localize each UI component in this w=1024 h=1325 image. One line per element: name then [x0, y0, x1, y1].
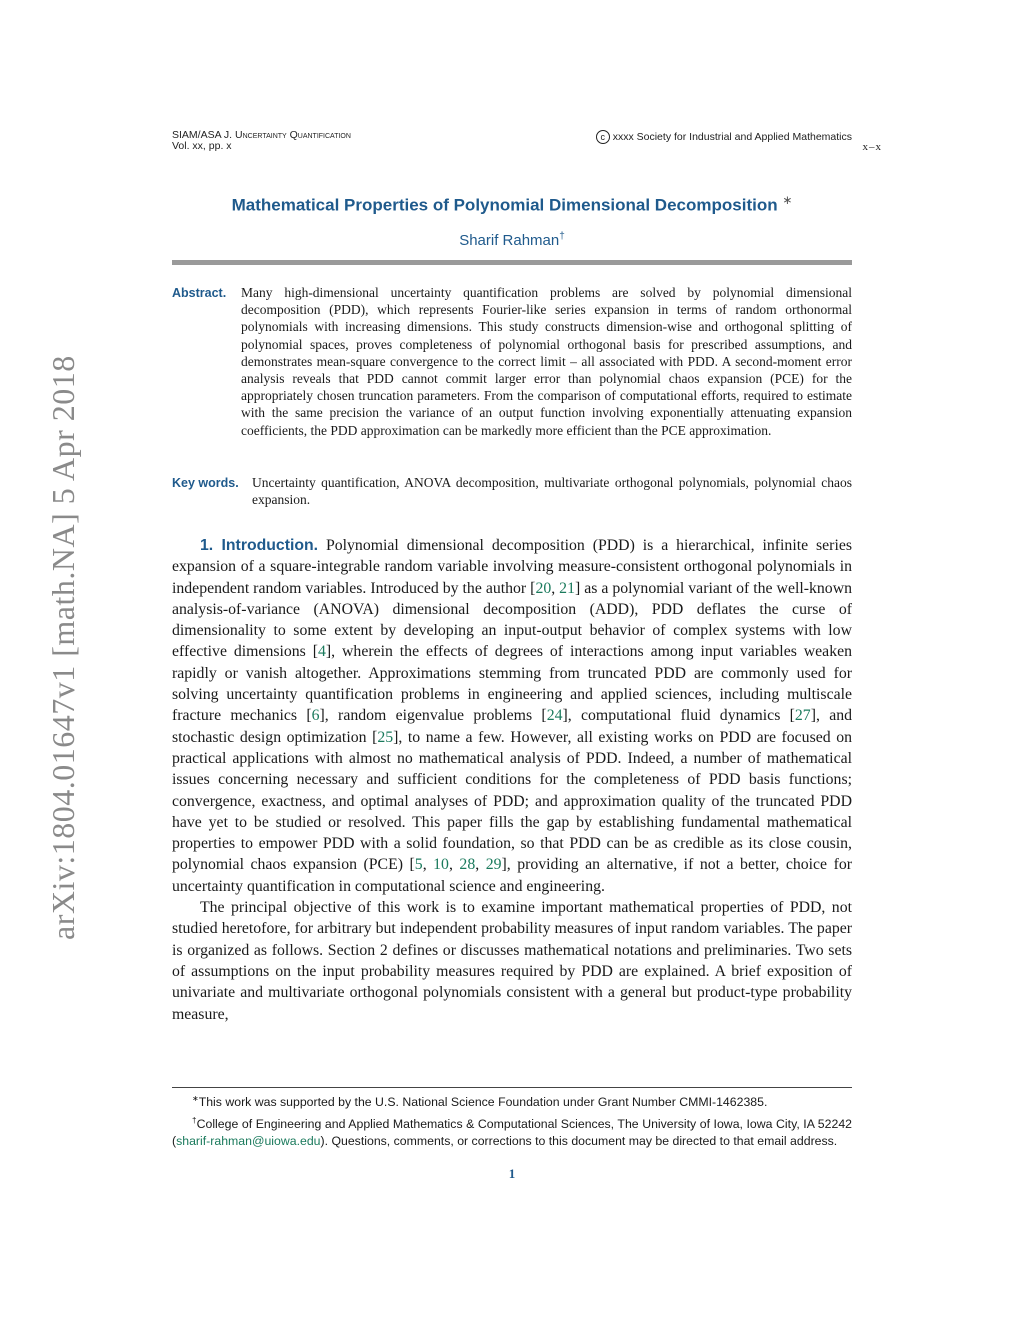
keywords-value: Uncertainty quantification, ANOVA decomposition, multivariate orthogonal polynomials, polynomial chaos expansion.	[252, 475, 852, 508]
citation-link[interactable]: 21	[559, 579, 575, 597]
intro-text: ], wherein the effects of degrees of interactions among input variables weaken rapidly or vanish altogether. Approximations stemming from truncated PDD are commonly used for solving uncertainty quantification problems in engineering and applied sciences, including multiscale fracture mechanics [	[172, 643, 852, 725]
citation-link[interactable]: 20	[535, 579, 552, 597]
page-number: 1	[508, 1166, 516, 1181]
section-heading: 1. Introduction.	[200, 537, 319, 554]
citation-link[interactable]: 29	[485, 856, 502, 874]
footnote-2	[172, 1112, 852, 1151]
citation-separator: ,	[551, 579, 560, 597]
footnote-2-text: ). Questions, comments, or corrections to this document may be directed to that email address.	[320, 1134, 838, 1148]
citation-separator: ,	[422, 856, 434, 874]
citation-link[interactable]: 27	[794, 707, 811, 725]
intro-text: Polynomial dimensional decomposition (PDD) is a hierarchical, infinite series expansion of a square-integrable random variable involving measure-consistent orthogonal polynomials in independent random variables. Introduced by the author [	[172, 537, 852, 597]
title-rule	[172, 260, 852, 265]
intro-text: ] as a polynomial variant of the well-known analysis-of-variance (ANOVA) dimensional decomposition (ADD), PDD deflates the curse of dimensionality to some extent by developing an input-output behavior of complex systems with low effective dimensions [	[172, 579, 852, 661]
footnote-1	[172, 1090, 852, 1112]
page-range: x–x	[862, 141, 882, 153]
intro-text: ], to name a few. However, all existing works on PDD are focused on practical applications with almost no mathematical analysis of PDD. Indeed, a number of mathematical issues concerning necessary and sufficient conditions for the completeness of PDD basis functions; convergence, exactness, and optimal analyses of PDD; and approximation quality of the truncated PDD have yet to be studied or resolved. This paper fills the gap by establishing fundamental mathematical properties to empower PDD with a solid foundation, so that PDD can be as credible as its close cousin, polynomial chaos expansion (PCE) [	[172, 728, 853, 874]
copyright-text: xxxx Society for Industrial and Applied Mathematics	[612, 130, 852, 143]
author-footnote-mark: †	[559, 231, 565, 242]
keywords-label: Key words.	[172, 476, 239, 490]
author-name: Sharif Rahman	[459, 232, 560, 249]
intro-text: ], computational fluid dynamics [	[562, 707, 795, 725]
volume-info: Vol. xx, pp. x	[172, 140, 232, 152]
citation-link[interactable]: 25	[377, 728, 394, 746]
footnote-2-text: College of Engineering and Applied Mathematics & Computational Sciences, The University of Iowa, Iowa City, IA 52242 (	[172, 1116, 852, 1148]
citation-link[interactable]: 24	[546, 707, 563, 725]
intro-paragraph-1	[172, 535, 852, 897]
intro-text: ], random eigenvalue problems [	[319, 707, 547, 725]
citation-link[interactable]: 28	[459, 856, 476, 874]
keywords-text	[252, 474, 852, 508]
abstract-text: Many high-dimensional uncertainty quantification problems are solved by polynomial dimensional decomposition (PDD), which represents Fourier-like series expansion in terms of random orthonormal polynomials with increasing dimensions. This study constructs dimension-wise and orthogonal splitting of polynomial spaces, proves completeness of polynomial orthogonal basis for prescribed assumptions, and demonstrates mean-square convergence to the correct limit – all associated with PDD. A second-moment error analysis reveals that PDD cannot commit larger error than polynomial chaos expansion (PCE) for the appropriately chosen truncation parameters. From the comparison of computational efforts, required to estimate with the same precision the variance of an output function involving exponentially attenuating expansion coefficients, the PDD approximation can be markedly more efficient than the PCE approximation.	[241, 285, 852, 438]
introduction-section	[172, 535, 852, 1025]
email-link[interactable]: sharif-rahman@uiowa.edu	[176, 1134, 321, 1148]
citation-link[interactable]: 4	[318, 643, 326, 661]
copyright-icon: c	[596, 130, 610, 144]
footnote-rule	[172, 1087, 852, 1088]
footnote-2-mark: †	[192, 1115, 197, 1125]
intro-text: ], and stochastic design optimization [	[172, 707, 853, 746]
footnotes	[172, 1090, 852, 1150]
intro-text: ], providing an alternative, if not a better, choice for uncertainty quantification in computational science and engineering.	[172, 856, 852, 895]
footnote-1-mark: ∗	[192, 1094, 199, 1103]
author-line	[160, 231, 864, 249]
citation-link[interactable]: 10	[433, 856, 449, 874]
paper-title-text: Mathematical Properties of Polynomial Dimensional Decomposition	[231, 195, 778, 215]
paper-title	[160, 193, 864, 216]
title-footnote-mark: ∗	[782, 193, 793, 207]
citation-separator: ,	[475, 856, 486, 874]
arxiv-stamp: arXiv:1804.01647v1 [math.NA] 5 Apr 2018	[45, 355, 81, 940]
journal-name: Uncertainty Quantification	[235, 129, 351, 141]
journal-prefix: SIAM/ASA J.	[172, 129, 233, 141]
footnote-1-text: This work was supported by the U.S. National Science Foundation under Grant Number CMMI-1462385.	[198, 1095, 768, 1110]
citation-separator: ,	[448, 856, 460, 874]
citation-link[interactable]: 6	[311, 707, 320, 725]
abstract-label: Abstract.	[172, 286, 227, 300]
citation-link[interactable]: 5	[414, 856, 423, 874]
intro-paragraph-2: The principal objective of this work is to examine important mathematical properties of PDD, not studied heretofore, for arbitrary but independent probability measures of input random variables. The paper is organized as follows. Section 2 defines or discusses mathematical notations and preliminaries. Two sets of assumptions on the input probability measures required by PDD are explained. A brief exposition of univariate and multivariate orthogonal polynomials consistent with a general but product-type probability measure,	[172, 899, 852, 1023]
